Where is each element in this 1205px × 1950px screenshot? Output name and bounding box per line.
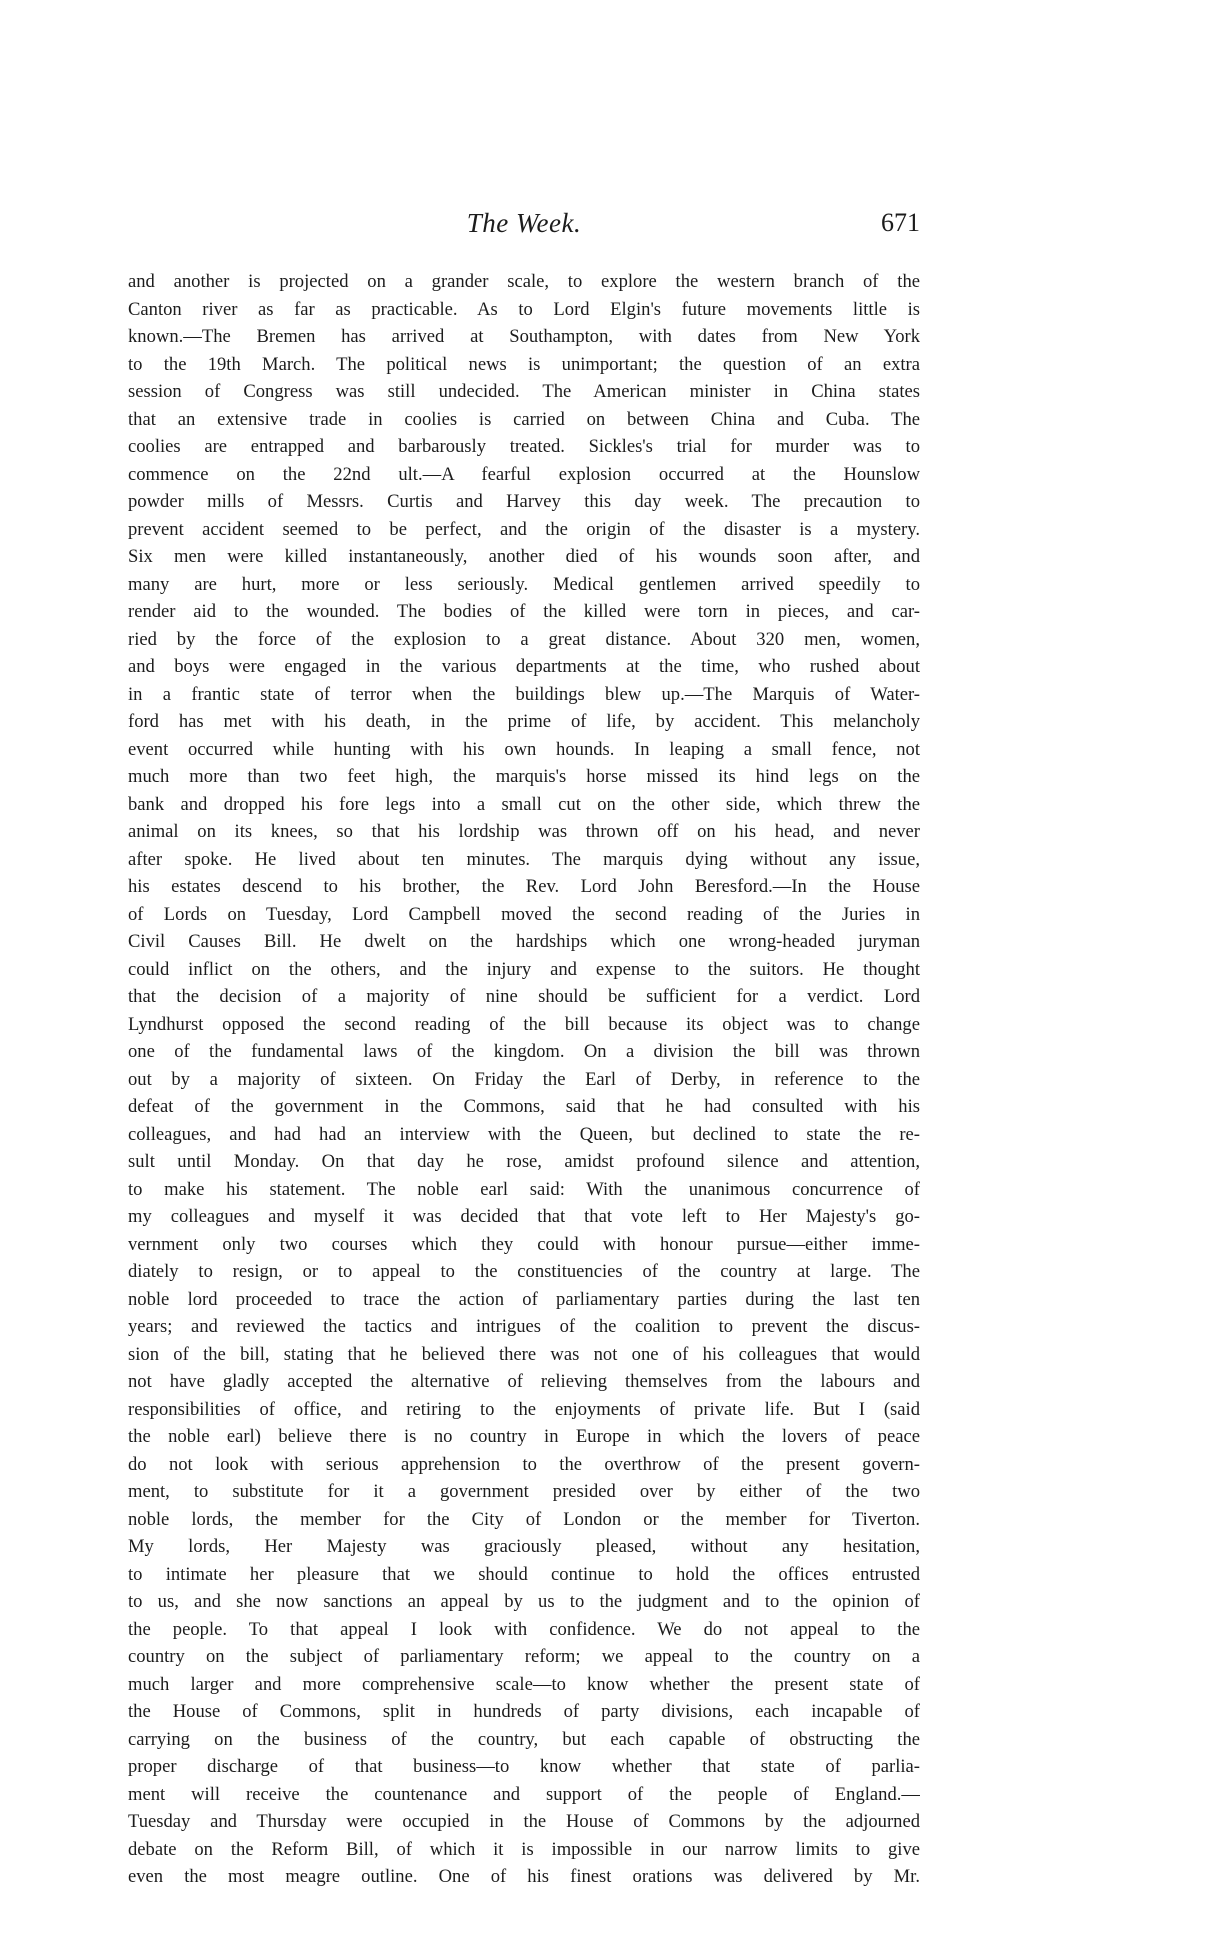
text-line: sion of the bill, stating that he believed there was not one of his colleagues that would <box>128 1343 920 1365</box>
running-title: The Week. <box>466 208 582 238</box>
text-line: to us, and she now sanctions an appeal by us to the judgment and to the opinion of <box>128 1591 920 1612</box>
text-line: animal on its knees, so that his lordship was thrown off on his head, and never <box>128 821 920 842</box>
text-line: that an extensive trade in coolies is carried on between China and Cuba. The <box>128 408 920 430</box>
text-line: ment will receive the countenance and support of the people of England.— <box>128 1783 920 1805</box>
text-line: prevent accident seemed to be perfect, and the origin of the disaster is a mystery. <box>128 518 920 540</box>
text-line: and another is projected on a grander scale, to explore the western branch of the <box>128 271 920 292</box>
text-line: diately to resign, or to appeal to the constituencies of the country at large. The <box>128 1261 920 1282</box>
text-line: noble lords, the member for the City of London or the member for Tiverton. <box>128 1508 920 1530</box>
text-line: defeat of the government in the Commons, said that he had consulted with his <box>128 1096 920 1117</box>
page-number: 671 <box>881 208 920 237</box>
article-body <box>128 268 920 1891</box>
text-line: commence on the 22nd ult.—A fearful explosion occurred at the Hounslow <box>128 463 920 485</box>
text-line: Civil Causes Bill. He dwelt on the hardships which one wrong-headed juryman <box>128 931 920 952</box>
text-line: ment, to substitute for it a government presided over by either of the two <box>128 1481 920 1502</box>
text-line: vernment only two courses which they could with honour pursue—either imme- <box>128 1233 920 1255</box>
text-line: his estates descend to his brother, the Rev. Lord John Beresford.—In the House <box>128 876 920 897</box>
text-line: many are hurt, more or less seriously. Medical gentlemen arrived speedily to <box>128 573 920 595</box>
text-line: noble lord proceeded to trace the action of parliamentary parties during the last ten <box>128 1288 920 1310</box>
text-line: sult until Monday. On that day he rose, amidst profound silence and attention, <box>128 1151 920 1172</box>
text-line: country on the subject of parliamentary reform; we appeal to the country on a <box>128 1646 920 1667</box>
text-line: colleagues, and had had an interview with the Queen, but declined to state the re- <box>128 1123 920 1145</box>
text-line: to make his statement. The noble earl said: With the unanimous concurrence of <box>128 1178 920 1200</box>
text-line: Canton river as far as practicable. As to Lord Elgin's future movements little is <box>128 298 920 320</box>
text-line: My lords, Her Majesty was graciously pleased, without any hesitation, <box>128 1536 920 1557</box>
text-line: that the decision of a majority of nine should be sufficient for a verdict. Lord <box>128 986 920 1007</box>
text-line: Tuesday and Thursday were occupied in the House of Commons by the adjourned <box>128 1811 920 1832</box>
text-line: Lyndhurst opposed the second reading of the bill because its object was to change <box>128 1013 920 1035</box>
text-line: carrying on the business of the country, but each capable of obstructing the <box>128 1728 920 1750</box>
text-line: coolies are entrapped and barbarously treated. Sickles's trial for murder was to <box>128 436 920 457</box>
text-line: not have gladly accepted the alternative of relieving themselves from the labours and <box>128 1371 920 1392</box>
text-line: years; and reviewed the tactics and intrigues of the coalition to prevent the discus- <box>128 1316 920 1337</box>
text-line: the noble earl) believe there is no country in Europe in which the lovers of peace <box>128 1426 920 1447</box>
text-line: powder mills of Messrs. Curtis and Harvey this day week. The precaution to <box>128 491 920 512</box>
text-line: event occurred while hunting with his own hounds. In leaping a small fence, not <box>128 738 920 760</box>
text-line: bank and dropped his fore legs into a small cut on the other side, which threw the <box>128 793 920 815</box>
text-line: Six men were killed instantaneously, another died of his wounds soon after, and <box>128 546 920 567</box>
text-line: much larger and more comprehensive scale—to know whether the present state of <box>128 1673 920 1695</box>
text-line: known.—The Bremen has arrived at Southampton, with dates from New York <box>128 326 920 347</box>
text-line: do not look with serious apprehension to the overthrow of the present govern- <box>128 1453 920 1475</box>
text-line: after spoke. He lived about ten minutes. The marquis dying without any issue, <box>128 848 920 870</box>
text-line: session of Congress was still undecided. The American minister in China states <box>128 381 920 402</box>
text-line: render aid to the wounded. The bodies of the killed were torn in pieces, and car- <box>128 601 920 622</box>
text-line: proper discharge of that business—to know whether that state of parlia- <box>128 1756 920 1777</box>
text-line: the people. To that appeal I look with confidence. We do not appeal to the <box>128 1618 920 1640</box>
text-line: out by a majority of sixteen. On Friday the Earl of Derby, in reference to the <box>128 1068 920 1090</box>
text-line: even the most meagre outline. One of his finest orations was delivered by Mr. <box>128 1866 920 1887</box>
text-line: of Lords on Tuesday, Lord Campbell moved the second reading of the Juries in <box>128 903 920 925</box>
text-line: ford has met with his death, in the prime of life, by accident. This melancholy <box>128 711 920 732</box>
text-line: could inflict on the others, and the injury and expense to the suitors. He thought <box>128 958 920 980</box>
text-line: in a frantic state of terror when the buildings blew up.—The Marquis of Water- <box>128 683 920 705</box>
text-line: to intimate her pleasure that we should continue to hold the offices entrusted <box>128 1563 920 1585</box>
text-line: one of the fundamental laws of the kingdom. On a division the bill was thrown <box>128 1041 920 1062</box>
text-line: the House of Commons, split in hundreds of party divisions, each incapable of <box>128 1701 920 1722</box>
text-line: to the 19th March. The political news is unimportant; the question of an extra <box>128 353 920 375</box>
text-line: and boys were engaged in the various departments at the time, who rushed about <box>128 656 920 677</box>
running-header <box>128 208 920 248</box>
text-line: much more than two feet high, the marquis's horse missed its hind legs on the <box>128 766 920 787</box>
text-line: my colleagues and myself it was decided that that vote left to Her Majesty's go- <box>128 1206 920 1227</box>
text-line: debate on the Reform Bill, of which it is impossible in our narrow limits to give <box>128 1838 920 1860</box>
text-line: ried by the force of the explosion to a great distance. About 320 men, women, <box>128 628 920 650</box>
text-line: responsibilities of office, and retiring to the enjoyments of private life. But I (said <box>128 1398 920 1420</box>
